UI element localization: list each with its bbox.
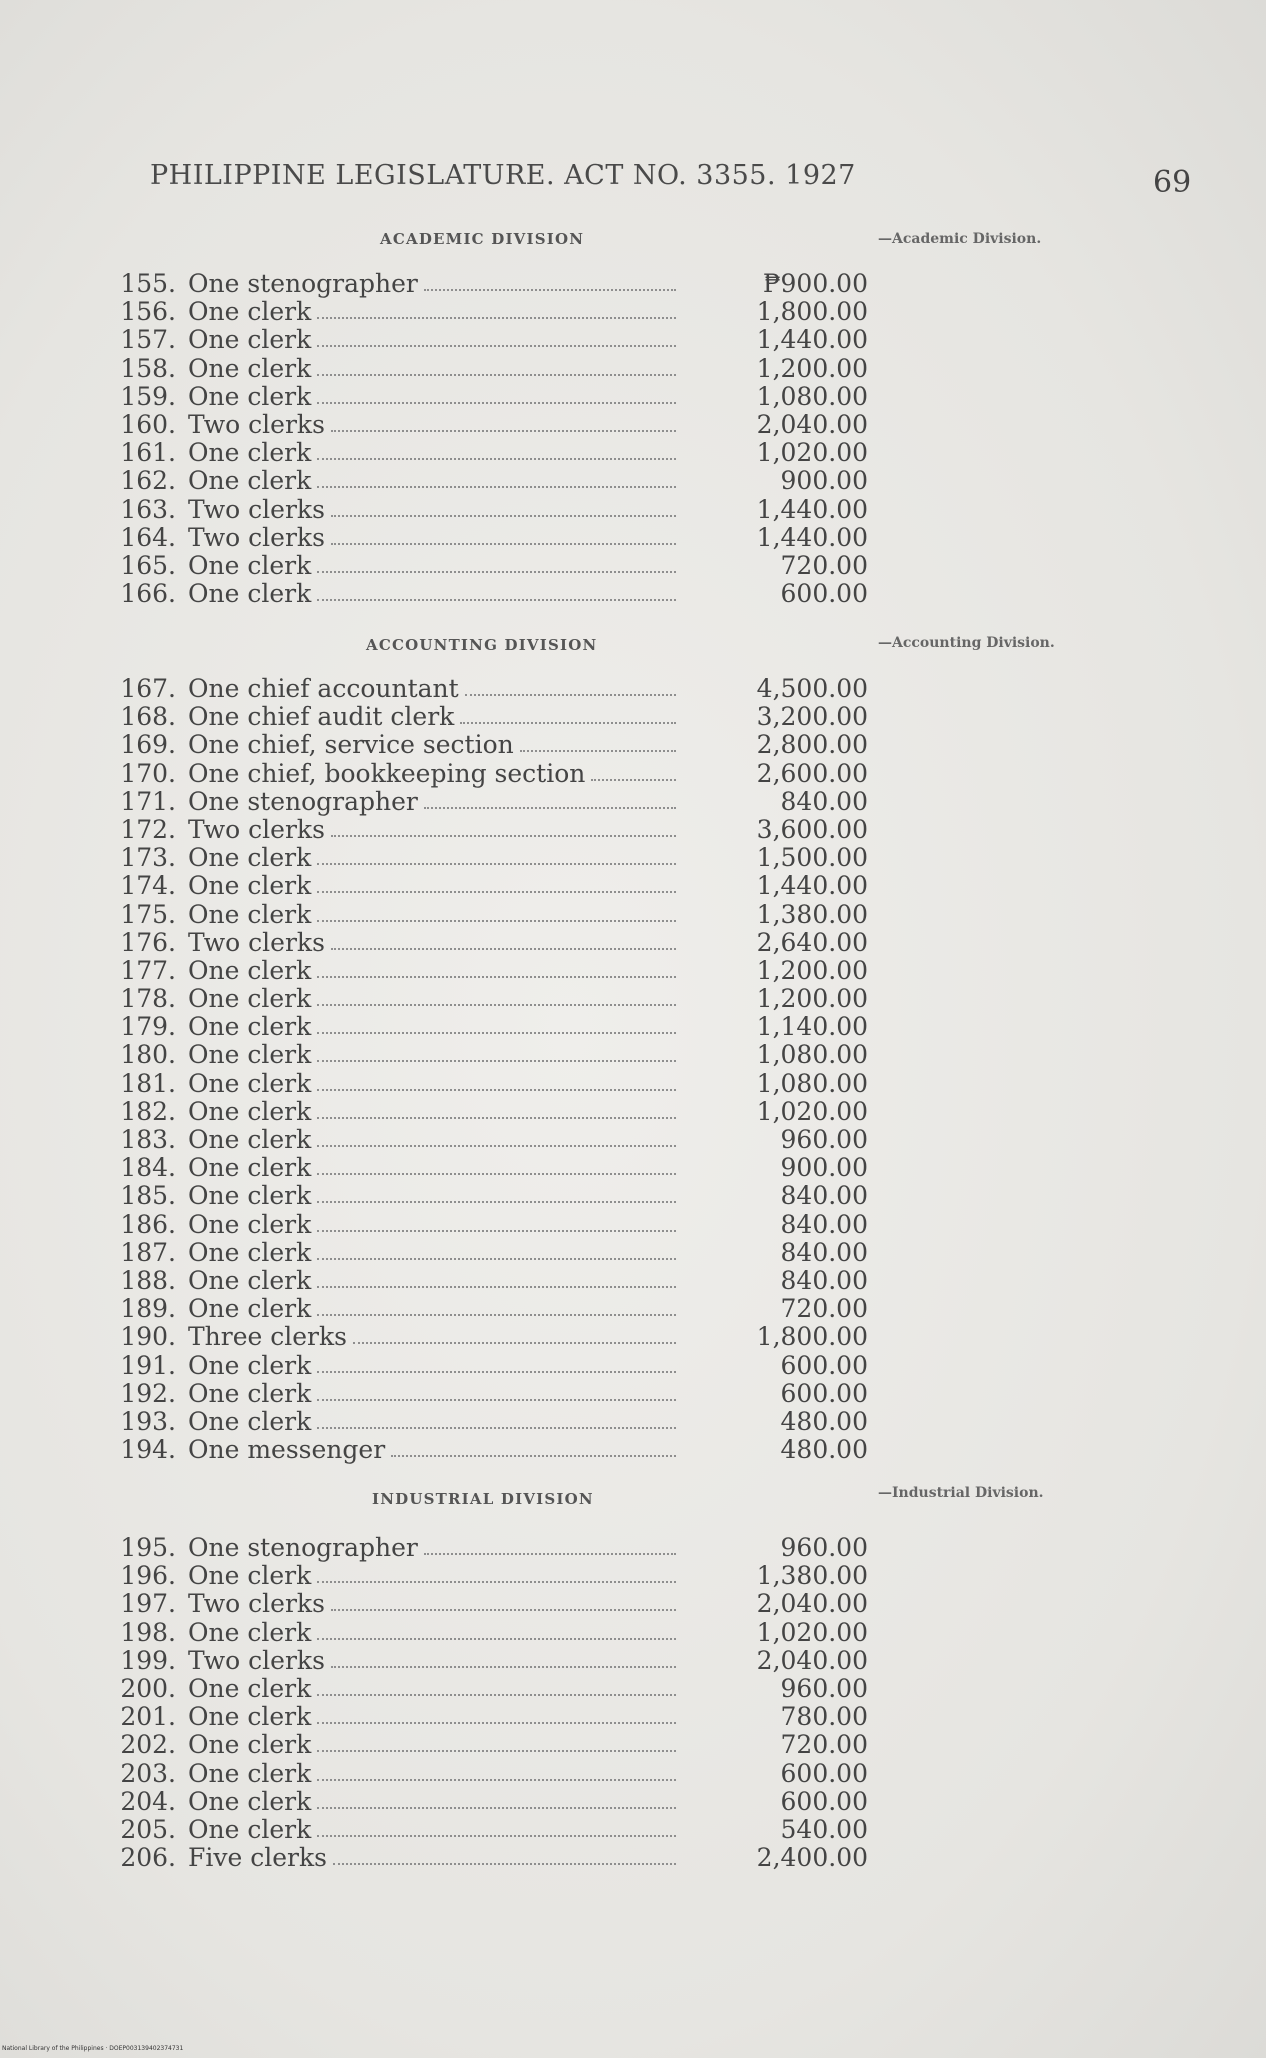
dot-leader	[317, 1173, 676, 1175]
table-row	[0, 1675, 1266, 1703]
item-amount: 840.00	[780, 1181, 868, 1211]
table-row	[0, 816, 1266, 844]
item-amount: 1,800.00	[756, 297, 868, 327]
item-amount: 1,440.00	[756, 325, 868, 355]
item-amount: 1,140.00	[756, 1012, 868, 1042]
item-label: One chief, bookkeeping section	[188, 758, 586, 788]
dot-leader	[520, 750, 676, 752]
item-amount: 2,400.00	[756, 1843, 868, 1873]
item-number: 176.	[120, 927, 176, 957]
table-row	[0, 1844, 1266, 1872]
item-number: 200.	[120, 1673, 176, 1703]
item-label: One chief, service section	[188, 730, 514, 760]
table-row	[0, 731, 1266, 759]
item-label: One clerk	[188, 1378, 312, 1408]
dot-leader	[331, 430, 676, 432]
item-amount: 900.00	[780, 466, 868, 496]
dot-leader	[317, 1638, 676, 1640]
table-row	[0, 929, 1266, 957]
dot-leader	[591, 779, 676, 781]
item-label: Five clerks	[188, 1843, 327, 1873]
document-page: PHILIPPINE LEGISLATURE. ACT NO. 3355. 1927 69 ACADEMIC DIVISION —Academic Division. 155. One stenographer ₱900.00 156. One clerk 1,800.00 157. One clerk 1,440.00 158. One clerk 1,200.00 159. One clerk 1,080.00 160. Two clerks 2,040.00 161. One clerk 1,020.00 162. One clerk 900.00 163. Two clerks 1,440.00 164. Two clerks 1,440.00 165. One clerk 720.00 166. One clerk 600.00 ACCOUNTING DIVISION —Accounting Division. 167. One chief accountant 4,500.00 168. One chief audit clerk 3,200.00 169. One chief, service section 2,800.00 170. One chief, bookkeeping section 2,600.00 171. One stenographer 840.00 172. Two clerks 3,600.00 173. One clerk 1,500.00 174. One clerk 1,440.00 175. One clerk 1,380.00 176. Two clerks 2,640.00 177. One clerk 1,200.00 178. One clerk 1,200.00 179. One clerk 1,140.00 180. One clerk 1,080.00 181. One clerk 1,080.00 182. One clerk 1,020.00 183. One clerk 960.00 184. One clerk 900.00 185. One clerk 840.00 186. One clerk 840.00 187. One clerk 840.00 188. One clerk 840.00 189. One clerk 720.00 190. Three clerks 1,800.00 191. One clerk 600.00 192. One clerk 600.00 193. One clerk 480.00 194. One messenger 480.00 INDUSTRIAL DIVISION —Industrial Division. 195. One stenographer 960.00 196. One clerk 1,380.00 197. Two clerks 2,040.00 198. One clerk 1,020.00 199. Two clerks 2,040.00 200. One clerk 960.00 201. One clerk 780.00 202. One clerk 720.00 203. One clerk 600.00 204. One clerk 600.00 205. One clerk 540.00 206. Five clerks 2,400.00 National Library of the Philippines · DOEP003139402374731	[0, 0, 1266, 2058]
item-label: Two clerks	[188, 409, 325, 439]
dot-leader	[317, 1258, 676, 1260]
item-number: 206.	[120, 1843, 176, 1873]
dot-leader	[317, 1722, 676, 1724]
dot-leader	[317, 486, 676, 488]
scan-credit: National Library of the Philippines · DOEP003139402374731	[2, 2045, 184, 2052]
table-row	[0, 1126, 1266, 1154]
item-label: One clerk	[188, 438, 312, 468]
item-number: 204.	[120, 1786, 176, 1816]
item-label: One clerk	[188, 466, 312, 496]
table-row	[0, 1647, 1266, 1675]
table-row	[0, 957, 1266, 985]
item-number: 168.	[120, 702, 176, 732]
item-amount: 1,200.00	[756, 353, 868, 383]
item-amount: 600.00	[780, 1786, 868, 1816]
item-number: 162.	[120, 466, 176, 496]
table-row	[0, 872, 1266, 900]
table-row	[0, 675, 1266, 703]
item-number: 195.	[120, 1533, 176, 1562]
item-label: One clerk	[188, 381, 312, 411]
item-label: One clerk	[188, 843, 312, 873]
table-row	[0, 1013, 1266, 1041]
table-row	[0, 552, 1266, 580]
item-number: 173.	[120, 843, 176, 873]
dot-leader	[331, 543, 676, 545]
dot-leader	[317, 1201, 676, 1203]
item-number: 187.	[120, 1237, 176, 1267]
item-number: 177.	[120, 955, 176, 985]
item-number: 193.	[120, 1406, 176, 1436]
margin-note-industrial: —Industrial Division.	[878, 1485, 1044, 1501]
dot-leader	[317, 1145, 676, 1147]
table-row	[0, 1098, 1266, 1126]
dot-leader	[317, 345, 676, 347]
item-label: One chief accountant	[188, 674, 459, 703]
item-label: One clerk	[188, 1702, 312, 1732]
item-label: One clerk	[188, 899, 312, 929]
dot-leader	[317, 976, 676, 978]
item-label: One clerk	[188, 1096, 312, 1126]
item-number: 170.	[120, 758, 176, 788]
item-label: One clerk	[188, 1350, 312, 1380]
item-amount: 480.00	[780, 1435, 868, 1465]
academic-list	[0, 270, 1266, 608]
table-row	[0, 1534, 1266, 1562]
dot-leader	[317, 1835, 676, 1837]
item-label: One clerk	[188, 1181, 312, 1211]
dot-leader	[317, 1399, 676, 1401]
item-label: One clerk	[188, 871, 312, 901]
table-row	[0, 788, 1266, 816]
table-row	[0, 383, 1266, 411]
table-row	[0, 1154, 1266, 1182]
item-amount: 600.00	[780, 1350, 868, 1380]
item-amount: 4,500.00	[756, 674, 868, 703]
item-label: Two clerks	[188, 494, 325, 524]
table-row	[0, 1788, 1266, 1816]
item-amount: 600.00	[780, 1758, 868, 1788]
item-number: 199.	[120, 1645, 176, 1675]
item-number: 165.	[120, 550, 176, 580]
item-number: 155.	[120, 269, 176, 298]
item-number: 205.	[120, 1814, 176, 1844]
table-row	[0, 844, 1266, 872]
dot-leader	[317, 599, 676, 601]
item-amount: 840.00	[780, 1209, 868, 1239]
item-amount: 1,200.00	[756, 955, 868, 985]
item-label: One clerk	[188, 1237, 312, 1267]
table-row	[0, 1408, 1266, 1436]
item-amount: 2,040.00	[756, 1589, 868, 1619]
item-label: Two clerks	[188, 814, 325, 844]
item-amount: 1,380.00	[756, 899, 868, 929]
table-row	[0, 1816, 1266, 1844]
table-row	[0, 1380, 1266, 1408]
item-number: 175.	[120, 899, 176, 929]
item-label: Two clerks	[188, 1645, 325, 1675]
dot-leader	[317, 863, 676, 865]
item-number: 159.	[120, 381, 176, 411]
table-row	[0, 703, 1266, 731]
item-amount: 2,600.00	[756, 758, 868, 788]
table-row	[0, 1731, 1266, 1759]
item-label: One stenographer	[188, 1533, 418, 1562]
dot-leader	[317, 402, 676, 404]
item-amount: 1,080.00	[756, 1040, 868, 1070]
item-number: 174.	[120, 871, 176, 901]
item-amount: 2,040.00	[756, 1645, 868, 1675]
dot-leader	[317, 1694, 676, 1696]
item-label: One clerk	[188, 353, 312, 383]
dot-leader	[331, 1609, 676, 1611]
dot-leader	[317, 1286, 676, 1288]
table-row	[0, 1239, 1266, 1267]
table-row	[0, 1041, 1266, 1069]
item-amount: 720.00	[780, 1294, 868, 1324]
dot-leader	[317, 1089, 676, 1091]
table-row	[0, 326, 1266, 354]
item-amount: 1,380.00	[756, 1561, 868, 1591]
item-amount: 1,200.00	[756, 984, 868, 1014]
dot-leader	[317, 1427, 676, 1429]
item-number: 201.	[120, 1702, 176, 1732]
dot-leader	[317, 317, 676, 319]
margin-note-academic: —Academic Division.	[878, 231, 1042, 247]
table-row	[0, 1436, 1266, 1464]
item-number: 164.	[120, 522, 176, 552]
item-label: One clerk	[188, 1153, 312, 1183]
item-number: 158.	[120, 353, 176, 383]
table-row	[0, 1562, 1266, 1590]
item-number: 185.	[120, 1181, 176, 1211]
item-number: 194.	[120, 1435, 176, 1465]
dot-leader	[465, 694, 676, 696]
table-row	[0, 1182, 1266, 1210]
item-label: One clerk	[188, 1068, 312, 1098]
dot-leader	[317, 1230, 676, 1232]
item-amount: 780.00	[780, 1702, 868, 1732]
item-number: 161.	[120, 438, 176, 468]
item-number: 186.	[120, 1209, 176, 1239]
item-label: One clerk	[188, 1673, 312, 1703]
table-row	[0, 760, 1266, 788]
item-amount: 600.00	[780, 579, 868, 609]
item-label: One clerk	[188, 1814, 312, 1844]
dot-leader	[333, 1863, 676, 1865]
dot-leader	[317, 920, 676, 922]
item-label: One clerk	[188, 955, 312, 985]
item-label: One clerk	[188, 550, 312, 580]
item-amount: 1,080.00	[756, 381, 868, 411]
dot-leader	[331, 835, 676, 837]
item-label: One clerk	[188, 1617, 312, 1647]
item-number: 179.	[120, 1012, 176, 1042]
item-amount: 2,040.00	[756, 409, 868, 439]
item-label: One clerk	[188, 984, 312, 1014]
item-amount: 1,020.00	[756, 438, 868, 468]
item-amount: 960.00	[780, 1125, 868, 1154]
dot-leader	[317, 1117, 676, 1119]
item-label: One clerk	[188, 1406, 312, 1436]
item-number: 181.	[120, 1068, 176, 1098]
item-label: One clerk	[188, 1786, 312, 1816]
accounting-list	[0, 675, 1266, 1464]
item-number: 163.	[120, 494, 176, 524]
item-amount: 540.00	[780, 1814, 868, 1844]
table-row	[0, 270, 1266, 298]
item-label: One chief audit clerk	[188, 702, 455, 732]
item-number: 188.	[120, 1265, 176, 1295]
item-amount: 1,440.00	[756, 494, 868, 524]
item-number: 198.	[120, 1617, 176, 1647]
item-number: 183.	[120, 1125, 176, 1154]
table-row	[0, 439, 1266, 467]
table-row	[0, 1590, 1266, 1618]
dot-leader	[317, 1004, 676, 1006]
item-number: 184.	[120, 1153, 176, 1183]
dot-leader	[317, 1371, 676, 1373]
item-number: 160.	[120, 409, 176, 439]
item-label: One messenger	[188, 1435, 386, 1465]
item-amount: 1,440.00	[756, 522, 868, 552]
item-amount: 900.00	[780, 1153, 868, 1183]
item-number: 197.	[120, 1589, 176, 1619]
running-header: PHILIPPINE LEGISLATURE. ACT NO. 3355. 1927	[150, 160, 856, 191]
dot-leader	[317, 1032, 676, 1034]
item-label: Two clerks	[188, 927, 325, 957]
item-label: One stenographer	[188, 269, 418, 298]
dot-leader	[317, 1750, 676, 1752]
item-number: 171.	[120, 786, 176, 816]
item-number: 192.	[120, 1378, 176, 1408]
table-row	[0, 985, 1266, 1013]
dot-leader	[317, 374, 676, 376]
item-number: 178.	[120, 984, 176, 1014]
dot-leader	[317, 1060, 676, 1062]
dot-leader	[353, 1342, 676, 1344]
dot-leader	[460, 722, 676, 724]
item-label: One clerk	[188, 1730, 312, 1760]
item-label: One clerk	[188, 579, 312, 609]
item-label: One clerk	[188, 297, 312, 327]
table-row	[0, 901, 1266, 929]
item-number: 202.	[120, 1730, 176, 1760]
margin-note-accounting: —Accounting Division.	[878, 635, 1055, 651]
item-label: Two clerks	[188, 522, 325, 552]
item-label: One clerk	[188, 1012, 312, 1042]
item-amount: 1,500.00	[756, 843, 868, 873]
table-row	[0, 1267, 1266, 1295]
item-label: One clerk	[188, 1758, 312, 1788]
item-label: One clerk	[188, 1294, 312, 1324]
item-amount: 720.00	[780, 1730, 868, 1760]
item-amount: 600.00	[780, 1378, 868, 1408]
item-number: 156.	[120, 297, 176, 327]
dot-leader	[317, 1779, 676, 1781]
dot-leader	[317, 1314, 676, 1316]
item-amount: 1,020.00	[756, 1617, 868, 1647]
table-row	[0, 1295, 1266, 1323]
dot-leader	[317, 1807, 676, 1809]
table-row	[0, 524, 1266, 552]
dot-leader	[424, 807, 676, 809]
table-row	[0, 1703, 1266, 1731]
item-amount: ₱900.00	[762, 269, 868, 298]
dot-leader	[317, 1581, 676, 1583]
item-number: 157.	[120, 325, 176, 355]
page-number: 69	[1153, 165, 1192, 200]
dot-leader	[317, 891, 676, 893]
item-label: One clerk	[188, 325, 312, 355]
dot-leader	[331, 1666, 676, 1668]
item-number: 189.	[120, 1294, 176, 1324]
item-amount: 1,440.00	[756, 871, 868, 901]
table-row	[0, 1211, 1266, 1239]
item-number: 196.	[120, 1561, 176, 1591]
item-amount: 840.00	[780, 1237, 868, 1267]
item-amount: 960.00	[780, 1673, 868, 1703]
item-label: One clerk	[188, 1209, 312, 1239]
table-row	[0, 298, 1266, 326]
item-label: Two clerks	[188, 1589, 325, 1619]
item-number: 182.	[120, 1096, 176, 1126]
dot-leader	[391, 1455, 676, 1457]
item-number: 190.	[120, 1322, 176, 1352]
item-number: 169.	[120, 730, 176, 760]
table-row	[0, 580, 1266, 608]
item-amount: 840.00	[780, 786, 868, 816]
item-amount: 3,200.00	[756, 702, 868, 732]
dot-leader	[331, 515, 676, 517]
dot-leader	[424, 1553, 676, 1555]
item-amount: 3,600.00	[756, 814, 868, 844]
table-row	[0, 355, 1266, 383]
item-number: 203.	[120, 1758, 176, 1788]
table-row	[0, 496, 1266, 524]
item-label: One stenographer	[188, 786, 418, 816]
item-amount: 1,020.00	[756, 1096, 868, 1126]
table-row	[0, 1323, 1266, 1351]
item-amount: 840.00	[780, 1265, 868, 1295]
dot-leader	[317, 571, 676, 573]
item-label: One clerk	[188, 1125, 312, 1154]
item-number: 167.	[120, 674, 176, 703]
table-row	[0, 411, 1266, 439]
item-label: One clerk	[188, 1265, 312, 1295]
table-row	[0, 1760, 1266, 1788]
item-number: 180.	[120, 1040, 176, 1070]
item-label: One clerk	[188, 1040, 312, 1070]
item-amount: 1,080.00	[756, 1068, 868, 1098]
industrial-list	[0, 1534, 1266, 1872]
table-row	[0, 1070, 1266, 1098]
dot-leader	[317, 458, 676, 460]
item-amount: 2,800.00	[756, 730, 868, 760]
item-number: 166.	[120, 579, 176, 609]
item-amount: 720.00	[780, 550, 868, 580]
item-amount: 480.00	[780, 1406, 868, 1436]
item-amount: 2,640.00	[756, 927, 868, 957]
item-label: Three clerks	[188, 1322, 347, 1352]
item-amount: 1,800.00	[756, 1322, 868, 1352]
dot-leader	[424, 289, 676, 291]
table-row	[0, 1619, 1266, 1647]
item-number: 172.	[120, 814, 176, 844]
item-label: One clerk	[188, 1561, 312, 1591]
dot-leader	[331, 948, 676, 950]
table-row	[0, 1352, 1266, 1380]
item-number: 191.	[120, 1350, 176, 1380]
item-amount: 960.00	[780, 1533, 868, 1562]
table-row	[0, 467, 1266, 495]
